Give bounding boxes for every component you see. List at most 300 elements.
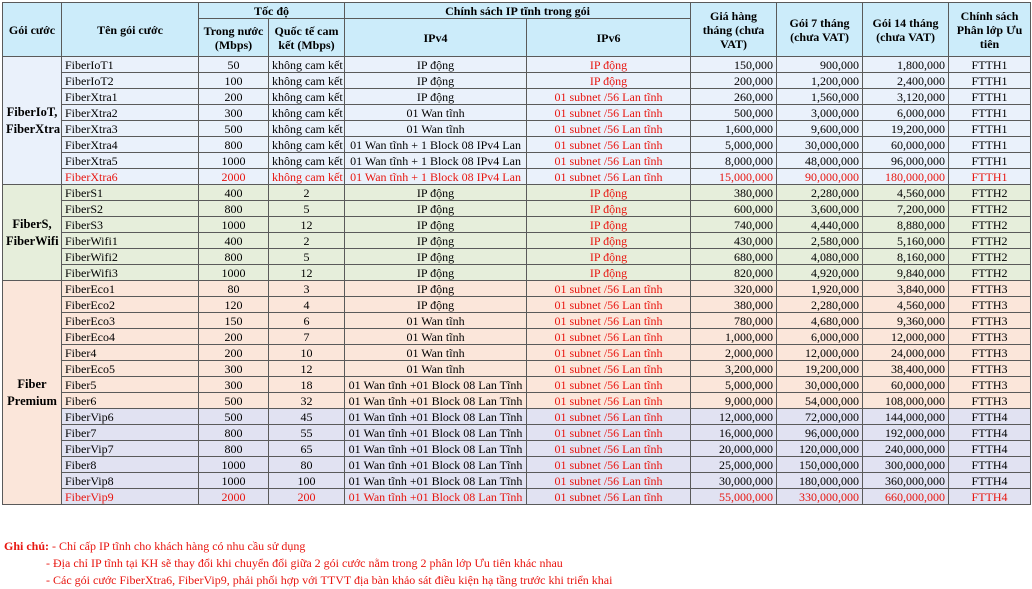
cell-ipv6: 01 subnet /56 Lan tĩnh: [527, 313, 691, 329]
cell-tier: FTTH1: [949, 89, 1031, 105]
cell-tier: FTTH2: [949, 249, 1031, 265]
cell-tier: FTTH3: [949, 313, 1031, 329]
cell-name: Fiber4: [62, 345, 199, 361]
cell-ipv4: 01 Wan tĩnh +01 Block 08 Lan Tĩnh: [345, 457, 527, 473]
cell-m7: 3,600,000: [777, 201, 863, 217]
cell-m7: 6,000,000: [777, 329, 863, 345]
cell-ipv4: IP động: [345, 297, 527, 313]
cell-intl: 200: [269, 489, 345, 505]
cell-ipv4: 01 Wan tĩnh +01 Block 08 Lan Tĩnh: [345, 425, 527, 441]
cell-intl: 4: [269, 297, 345, 313]
table-row: [3, 233, 1031, 249]
col-header-ipv6: IPv6: [527, 19, 691, 57]
table-row: [3, 377, 1031, 393]
cell-m14: 24,000,000: [863, 345, 949, 361]
col-header-toc-do: Tốc độ: [199, 3, 345, 19]
cell-tier: FTTH3: [949, 393, 1031, 409]
cell-m7: 2,280,000: [777, 297, 863, 313]
cell-tier: FTTH3: [949, 297, 1031, 313]
cell-monthly: 5,000,000: [691, 377, 777, 393]
cell-dom: 150: [199, 313, 269, 329]
cell-monthly: 2,000,000: [691, 345, 777, 361]
cell-m7: 330,000,000: [777, 489, 863, 505]
cell-name: FiberVip9: [62, 489, 199, 505]
cell-ipv6: 01 subnet /56 Lan tĩnh: [527, 153, 691, 169]
cell-m14: 300,000,000: [863, 457, 949, 473]
cell-m7: 54,000,000: [777, 393, 863, 409]
cell-ipv6: 01 subnet /56 Lan tĩnh: [527, 121, 691, 137]
cell-name: FiberS2: [62, 201, 199, 217]
col-header-domestic: Trong nước (Mbps): [199, 19, 269, 57]
col-header-14-months: Gói 14 tháng (chưa VAT): [863, 3, 949, 57]
cell-ipv6: 01 subnet /56 Lan tĩnh: [527, 345, 691, 361]
cell-m7: 1,200,000: [777, 73, 863, 89]
cell-monthly: 500,000: [691, 105, 777, 121]
cell-monthly: 8,000,000: [691, 153, 777, 169]
cell-dom: 120: [199, 297, 269, 313]
cell-intl: 45: [269, 409, 345, 425]
cell-intl: 10: [269, 345, 345, 361]
cell-ipv6: 01 subnet /56 Lan tĩnh: [527, 105, 691, 121]
cell-m14: 2,400,000: [863, 73, 949, 89]
cell-monthly: 260,000: [691, 89, 777, 105]
table-row: [3, 345, 1031, 361]
cell-intl: không cam kết: [269, 73, 345, 89]
cell-dom: 200: [199, 329, 269, 345]
cell-tier: FTTH4: [949, 473, 1031, 489]
col-header-7-months: Gói 7 tháng (chưa VAT): [777, 3, 863, 57]
cell-name: FiberEco1: [62, 281, 199, 297]
cell-ipv4: 01 Wan tĩnh: [345, 313, 527, 329]
cell-dom: 800: [199, 425, 269, 441]
table-row: [3, 201, 1031, 217]
cell-ipv4: IP động: [345, 217, 527, 233]
note-line-2: - Địa chỉ IP tĩnh tại KH sẽ thay đổi khi chuyển đổi giữa 2 gói cước nằm trong 2 phân lớp Ưu tiên khác nhau: [46, 556, 563, 570]
cell-m14: 180,000,000: [863, 169, 949, 185]
cell-tier: FTTH4: [949, 489, 1031, 505]
cell-tier: FTTH3: [949, 329, 1031, 345]
cell-name: FiberXtra1: [62, 89, 199, 105]
cell-name: FiberVip8: [62, 473, 199, 489]
cell-intl: 18: [269, 377, 345, 393]
cell-m7: 96,000,000: [777, 425, 863, 441]
cell-dom: 1000: [199, 265, 269, 281]
cell-m14: 9,360,000: [863, 313, 949, 329]
cell-m14: 8,160,000: [863, 249, 949, 265]
table-row: [3, 153, 1031, 169]
cell-m7: 9,600,000: [777, 121, 863, 137]
cell-m7: 2,280,000: [777, 185, 863, 201]
table-row: [3, 249, 1031, 265]
cell-ipv6: 01 subnet /56 Lan tĩnh: [527, 377, 691, 393]
cell-m7: 90,000,000: [777, 169, 863, 185]
cell-intl: không cam kết: [269, 153, 345, 169]
group-label-g3: Fiber Premium: [3, 281, 62, 505]
col-header-monthly: Giá hàng tháng (chưa VAT): [691, 3, 777, 57]
cell-monthly: 200,000: [691, 73, 777, 89]
cell-dom: 500: [199, 409, 269, 425]
cell-name: FiberXtra6: [62, 169, 199, 185]
cell-tier: FTTH3: [949, 377, 1031, 393]
cell-ipv4: IP động: [345, 265, 527, 281]
table-row: [3, 457, 1031, 473]
cell-dom: 800: [199, 441, 269, 457]
cell-intl: 5: [269, 249, 345, 265]
cell-ipv4: 01 Wan tĩnh: [345, 345, 527, 361]
table-row: [3, 105, 1031, 121]
cell-m14: 3,840,000: [863, 281, 949, 297]
cell-ipv4: 01 Wan tĩnh +01 Block 08 Lan Tĩnh: [345, 441, 527, 457]
cell-tier: FTTH1: [949, 73, 1031, 89]
col-header-ten-goi: Tên gói cước: [62, 3, 199, 57]
cell-ipv6: 01 subnet /56 Lan tĩnh: [527, 457, 691, 473]
cell-monthly: 740,000: [691, 217, 777, 233]
cell-name: FiberIoT1: [62, 57, 199, 73]
cell-dom: 1000: [199, 473, 269, 489]
cell-tier: FTTH3: [949, 345, 1031, 361]
cell-m14: 12,000,000: [863, 329, 949, 345]
cell-m14: 60,000,000: [863, 377, 949, 393]
cell-dom: 2000: [199, 169, 269, 185]
cell-intl: 12: [269, 265, 345, 281]
cell-ipv6: 01 subnet /56 Lan tĩnh: [527, 473, 691, 489]
cell-tier: FTTH1: [949, 153, 1031, 169]
cell-dom: 300: [199, 377, 269, 393]
cell-ipv6: 01 subnet /56 Lan tĩnh: [527, 489, 691, 505]
cell-ipv6: 01 subnet /56 Lan tĩnh: [527, 361, 691, 377]
cell-intl: không cam kết: [269, 105, 345, 121]
cell-m7: 1,920,000: [777, 281, 863, 297]
cell-dom: 2000: [199, 489, 269, 505]
cell-monthly: 15,000,000: [691, 169, 777, 185]
cell-m14: 4,560,000: [863, 297, 949, 313]
cell-ipv4: IP động: [345, 73, 527, 89]
cell-tier: FTTH1: [949, 57, 1031, 73]
cell-monthly: 3,200,000: [691, 361, 777, 377]
cell-ipv4: 01 Wan tĩnh + 1 Block 08 IPv4 Lan: [345, 153, 527, 169]
table-row: [3, 297, 1031, 313]
cell-intl: không cam kết: [269, 57, 345, 73]
cell-ipv6: IP động: [527, 73, 691, 89]
cell-intl: 5: [269, 201, 345, 217]
cell-ipv4: 01 Wan tĩnh +01 Block 08 Lan Tĩnh: [345, 393, 527, 409]
cell-intl: 2: [269, 185, 345, 201]
cell-m7: 1,560,000: [777, 89, 863, 105]
table-row: [3, 393, 1031, 409]
cell-m7: 3,000,000: [777, 105, 863, 121]
cell-tier: FTTH1: [949, 137, 1031, 153]
cell-m7: 19,200,000: [777, 361, 863, 377]
cell-dom: 400: [199, 233, 269, 249]
cell-m14: 240,000,000: [863, 441, 949, 457]
cell-monthly: 20,000,000: [691, 441, 777, 457]
cell-name: Fiber6: [62, 393, 199, 409]
cell-m14: 192,000,000: [863, 425, 949, 441]
cell-m14: 3,120,000: [863, 89, 949, 105]
cell-intl: 80: [269, 457, 345, 473]
note-line-3: - Các gói cước FiberXtra6, FiberVip9, phải phối hợp với TTVT địa bàn khảo sát điều kiện hạ tầng trước khi triển khai: [46, 573, 613, 587]
cell-m7: 4,080,000: [777, 249, 863, 265]
cell-m7: 30,000,000: [777, 377, 863, 393]
cell-ipv4: IP động: [345, 57, 527, 73]
cell-m7: 120,000,000: [777, 441, 863, 457]
cell-ipv4: 01 Wan tĩnh +01 Block 08 Lan Tĩnh: [345, 377, 527, 393]
cell-monthly: 380,000: [691, 297, 777, 313]
cell-m14: 1,800,000: [863, 57, 949, 73]
cell-intl: không cam kết: [269, 169, 345, 185]
table-row: [3, 489, 1031, 505]
cell-m7: 180,000,000: [777, 473, 863, 489]
cell-dom: 500: [199, 393, 269, 409]
cell-m14: 60,000,000: [863, 137, 949, 153]
cell-m7: 4,920,000: [777, 265, 863, 281]
cell-m7: 900,000: [777, 57, 863, 73]
cell-tier: FTTH4: [949, 409, 1031, 425]
cell-tier: FTTH2: [949, 233, 1031, 249]
cell-m14: 108,000,000: [863, 393, 949, 409]
table-row: [3, 329, 1031, 345]
cell-name: FiberS3: [62, 217, 199, 233]
cell-ipv6: 01 subnet /56 Lan tĩnh: [527, 393, 691, 409]
cell-name: FiberWifi3: [62, 265, 199, 281]
cell-ipv4: 01 Wan tĩnh: [345, 361, 527, 377]
cell-tier: FTTH3: [949, 361, 1031, 377]
cell-ipv6: 01 subnet /56 Lan tĩnh: [527, 89, 691, 105]
cell-ipv4: 01 Wan tĩnh +01 Block 08 Lan Tĩnh: [345, 409, 527, 425]
cell-ipv6: 01 subnet /56 Lan tĩnh: [527, 169, 691, 185]
cell-m14: 360,000,000: [863, 473, 949, 489]
cell-m14: 7,200,000: [863, 201, 949, 217]
cell-monthly: 1,000,000: [691, 329, 777, 345]
cell-ipv6: IP động: [527, 57, 691, 73]
cell-name: FiberS1: [62, 185, 199, 201]
col-header-ipv4: IPv4: [345, 19, 527, 57]
cell-dom: 100: [199, 73, 269, 89]
table-row: [3, 185, 1031, 201]
cell-dom: 800: [199, 201, 269, 217]
cell-m14: 38,400,000: [863, 361, 949, 377]
cell-m7: 4,440,000: [777, 217, 863, 233]
table-row: [3, 89, 1031, 105]
cell-ipv6: 01 subnet /56 Lan tĩnh: [527, 329, 691, 345]
table-row: [3, 137, 1031, 153]
table-row: [3, 265, 1031, 281]
cell-monthly: 16,000,000: [691, 425, 777, 441]
cell-dom: 200: [199, 89, 269, 105]
cell-ipv4: 01 Wan tĩnh: [345, 105, 527, 121]
cell-name: FiberXtra3: [62, 121, 199, 137]
cell-ipv4: 01 Wan tĩnh: [345, 329, 527, 345]
cell-name: FiberIoT2: [62, 73, 199, 89]
cell-intl: 2: [269, 233, 345, 249]
cell-monthly: 55,000,000: [691, 489, 777, 505]
cell-ipv6: IP động: [527, 233, 691, 249]
cell-ipv6: 01 subnet /56 Lan tĩnh: [527, 425, 691, 441]
col-header-goi-cuoc: Gói cước: [3, 3, 62, 57]
cell-name: FiberXtra4: [62, 137, 199, 153]
cell-monthly: 25,000,000: [691, 457, 777, 473]
cell-ipv6: IP động: [527, 201, 691, 217]
cell-ipv6: IP động: [527, 217, 691, 233]
cell-m14: 8,880,000: [863, 217, 949, 233]
cell-intl: 32: [269, 393, 345, 409]
cell-monthly: 600,000: [691, 201, 777, 217]
cell-ipv6: 01 subnet /56 Lan tĩnh: [527, 137, 691, 153]
table-row: [3, 313, 1031, 329]
cell-monthly: 30,000,000: [691, 473, 777, 489]
table-row: [3, 361, 1031, 377]
cell-m14: 6,000,000: [863, 105, 949, 121]
cell-tier: FTTH2: [949, 265, 1031, 281]
cell-m14: 4,560,000: [863, 185, 949, 201]
table-row: [3, 281, 1031, 297]
cell-name: FiberEco2: [62, 297, 199, 313]
cell-dom: 1000: [199, 153, 269, 169]
cell-dom: 300: [199, 361, 269, 377]
cell-ipv6: 01 subnet /56 Lan tĩnh: [527, 297, 691, 313]
cell-tier: FTTH2: [949, 185, 1031, 201]
cell-name: FiberEco4: [62, 329, 199, 345]
cell-dom: 800: [199, 137, 269, 153]
cell-m7: 30,000,000: [777, 137, 863, 153]
cell-m7: 150,000,000: [777, 457, 863, 473]
cell-dom: 80: [199, 281, 269, 297]
cell-intl: không cam kết: [269, 121, 345, 137]
cell-tier: FTTH4: [949, 425, 1031, 441]
cell-ipv4: IP động: [345, 201, 527, 217]
cell-ipv6: 01 subnet /56 Lan tĩnh: [527, 409, 691, 425]
cell-intl: 12: [269, 361, 345, 377]
cell-ipv6: 01 subnet /56 Lan tĩnh: [527, 281, 691, 297]
cell-tier: FTTH1: [949, 169, 1031, 185]
pricing-table: [2, 2, 1031, 505]
cell-m14: 660,000,000: [863, 489, 949, 505]
cell-name: FiberXtra5: [62, 153, 199, 169]
cell-name: FiberWifi2: [62, 249, 199, 265]
cell-m14: 96,000,000: [863, 153, 949, 169]
table-row: [3, 425, 1031, 441]
cell-monthly: 430,000: [691, 233, 777, 249]
cell-dom: 500: [199, 121, 269, 137]
cell-intl: 100: [269, 473, 345, 489]
table-row: [3, 57, 1031, 73]
cell-ipv6: IP động: [527, 249, 691, 265]
cell-tier: FTTH1: [949, 121, 1031, 137]
cell-monthly: 680,000: [691, 249, 777, 265]
cell-name: FiberEco3: [62, 313, 199, 329]
cell-tier: FTTH3: [949, 281, 1031, 297]
cell-name: FiberWifi1: [62, 233, 199, 249]
cell-monthly: 9,000,000: [691, 393, 777, 409]
cell-name: FiberVip7: [62, 441, 199, 457]
cell-intl: 3: [269, 281, 345, 297]
table-row: [3, 73, 1031, 89]
cell-monthly: 150,000: [691, 57, 777, 73]
table-row: [3, 169, 1031, 185]
cell-ipv4: IP động: [345, 185, 527, 201]
table-row: [3, 441, 1031, 457]
cell-intl: không cam kết: [269, 89, 345, 105]
table-row: [3, 217, 1031, 233]
cell-ipv4: IP động: [345, 249, 527, 265]
cell-ipv4: 01 Wan tĩnh + 1 Block 08 IPv4 Lan: [345, 137, 527, 153]
cell-ipv4: IP động: [345, 89, 527, 105]
cell-dom: 1000: [199, 217, 269, 233]
cell-ipv4: 01 Wan tĩnh +01 Block 08 Lan Tĩnh: [345, 473, 527, 489]
notes-section: [4, 538, 612, 589]
cell-dom: 1000: [199, 457, 269, 473]
col-header-priority: Chính sách Phân lớp Ưu tiên: [949, 3, 1031, 57]
cell-m7: 12,000,000: [777, 345, 863, 361]
table-row: [3, 409, 1031, 425]
group-label-g2: FiberS, FiberWifi: [3, 185, 62, 281]
cell-tier: FTTH4: [949, 457, 1031, 473]
cell-name: Fiber8: [62, 457, 199, 473]
cell-ipv6: 01 subnet /56 Lan tĩnh: [527, 441, 691, 457]
cell-m7: 4,680,000: [777, 313, 863, 329]
cell-name: FiberEco5: [62, 361, 199, 377]
cell-dom: 800: [199, 249, 269, 265]
cell-m14: 9,840,000: [863, 265, 949, 281]
cell-intl: 6: [269, 313, 345, 329]
cell-m14: 144,000,000: [863, 409, 949, 425]
cell-ipv4: IP động: [345, 281, 527, 297]
cell-ipv4: IP động: [345, 233, 527, 249]
col-header-international: Quốc tế cam kết (Mbps): [269, 19, 345, 57]
cell-m14: 5,160,000: [863, 233, 949, 249]
cell-monthly: 12,000,000: [691, 409, 777, 425]
cell-ipv6: IP động: [527, 185, 691, 201]
cell-name: Fiber7: [62, 425, 199, 441]
cell-dom: 300: [199, 105, 269, 121]
cell-monthly: 820,000: [691, 265, 777, 281]
cell-dom: 400: [199, 185, 269, 201]
cell-dom: 50: [199, 57, 269, 73]
cell-ipv4: 01 Wan tĩnh: [345, 121, 527, 137]
cell-ipv6: IP động: [527, 265, 691, 281]
cell-name: FiberVip6: [62, 409, 199, 425]
cell-tier: FTTH4: [949, 441, 1031, 457]
cell-name: Fiber5: [62, 377, 199, 393]
table-row: [3, 473, 1031, 489]
cell-monthly: 5,000,000: [691, 137, 777, 153]
cell-dom: 200: [199, 345, 269, 361]
cell-tier: FTTH2: [949, 201, 1031, 217]
cell-intl: 7: [269, 329, 345, 345]
cell-monthly: 380,000: [691, 185, 777, 201]
cell-intl: 12: [269, 217, 345, 233]
cell-monthly: 780,000: [691, 313, 777, 329]
cell-monthly: 1,600,000: [691, 121, 777, 137]
table-row: [3, 121, 1031, 137]
cell-tier: FTTH1: [949, 105, 1031, 121]
notes-label: Ghi chú:: [4, 539, 50, 553]
cell-m7: 48,000,000: [777, 153, 863, 169]
cell-intl: 55: [269, 425, 345, 441]
cell-intl: không cam kết: [269, 137, 345, 153]
note-line-1: - Chỉ cấp IP tĩnh cho khách hàng có nhu cầu sử dụng: [52, 539, 306, 553]
cell-ipv4: 01 Wan tĩnh +01 Block 08 Lan Tĩnh: [345, 489, 527, 505]
cell-m7: 2,580,000: [777, 233, 863, 249]
cell-tier: FTTH2: [949, 217, 1031, 233]
cell-m14: 19,200,000: [863, 121, 949, 137]
cell-name: FiberXtra2: [62, 105, 199, 121]
group-label-g1: FiberIoT, FiberXtra: [3, 57, 62, 185]
cell-intl: 65: [269, 441, 345, 457]
cell-m7: 72,000,000: [777, 409, 863, 425]
cell-ipv4: 01 Wan tĩnh + 1 Block 08 IPv4 Lan: [345, 169, 527, 185]
col-header-ip-policy: Chính sách IP tĩnh trong gói: [345, 3, 691, 19]
